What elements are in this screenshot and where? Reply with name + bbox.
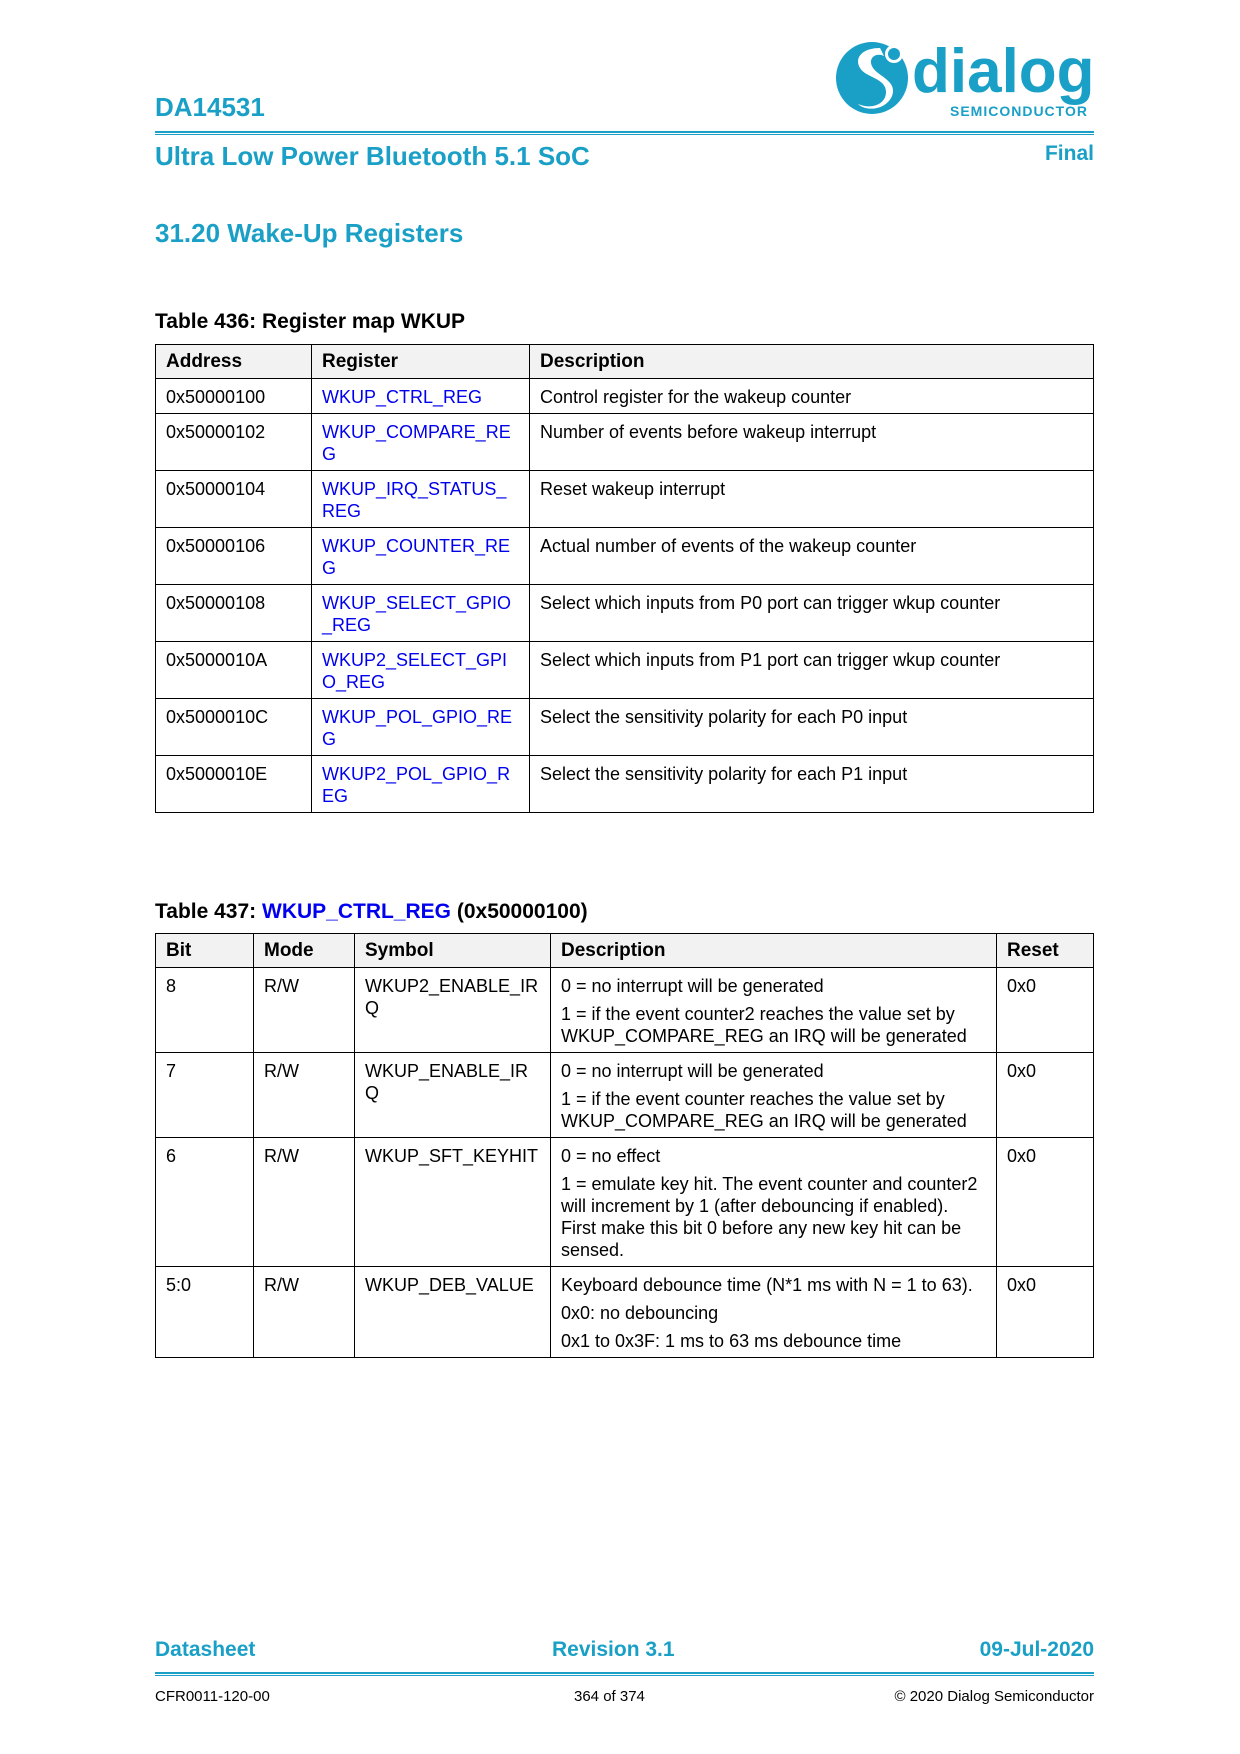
table-row [156, 528, 1094, 585]
footer-doc-type: Datasheet [155, 1638, 256, 1661]
symbol-cell: WKUP_SFT_KEYHIT [355, 1138, 551, 1267]
register-link[interactable]: WKUP_CTRL_REG [312, 379, 530, 414]
symbol-cell: WKUP_DEB_VALUE [355, 1267, 551, 1358]
footer-date: 09-Jul-2020 [979, 1638, 1094, 1661]
bit-cell: 6 [156, 1138, 254, 1267]
table-row [156, 699, 1094, 756]
register-link[interactable]: WKUP_IRQ_STATUS_REG [312, 471, 530, 528]
header-rule [155, 131, 1094, 133]
bit-cell: 8 [156, 968, 254, 1053]
column-header-symbol: Symbol [355, 934, 551, 968]
caption-prefix: Table 437: [155, 900, 262, 923]
header-rule-thin [155, 134, 1094, 135]
reset-cell: 0x0 [997, 1267, 1094, 1358]
register-link[interactable]: WKUP_CTRL_REG [262, 900, 452, 923]
table-row [156, 756, 1094, 813]
column-header-address: Address [156, 345, 312, 379]
description-cell: 0 = no interrupt will be generated 1 = if the event counter2 reaches the value set by WKUP_COMPARE_REG an IRQ will be generated [551, 968, 997, 1053]
address-cell: 0x5000010C [156, 699, 312, 756]
table-row [156, 471, 1094, 528]
description-cell: Keyboard debounce time (N*1 ms with N = 1 to 63). 0x0: no debouncing 0x1 to 0x3F: 1 ms to 63 ms debounce time [551, 1267, 997, 1358]
page-number: 364 of 374 [574, 1688, 645, 1705]
document-title: Ultra Low Power Bluetooth 5.1 SoC [155, 141, 590, 171]
address-cell: 0x50000106 [156, 528, 312, 585]
reset-cell: 0x0 [997, 1138, 1094, 1267]
logo-wordmark: dialog [912, 37, 1095, 106]
bit-cell: 5:0 [156, 1267, 254, 1358]
reset-cell: 0x0 [997, 1053, 1094, 1138]
table-row [156, 642, 1094, 699]
address-cell: 0x5000010A [156, 642, 312, 699]
table-436-caption: Table 436: Register map WKUP [155, 310, 466, 333]
address-cell: 0x50000102 [156, 414, 312, 471]
description-cell: Number of events before wakeup interrupt [530, 414, 1094, 471]
register-link[interactable]: WKUP_SELECT_GPIO_REG [312, 585, 530, 642]
mode-cell: R/W [254, 1138, 355, 1267]
description-cell: Select which inputs from P1 port can trigger wkup counter [530, 642, 1094, 699]
table-row [156, 1267, 1094, 1358]
register-fields-table [155, 933, 1094, 1358]
description-cell: Select the sensitivity polarity for each P1 input [530, 756, 1094, 813]
dialog-logo [836, 34, 1096, 122]
symbol-cell: WKUP2_ENABLE_IRQ [355, 968, 551, 1053]
copyright: © 2020 Dialog Semiconductor [894, 1688, 1094, 1705]
document-id: DA14531 [155, 92, 265, 122]
table-row [156, 1138, 1094, 1267]
description-cell: Control register for the wakeup counter [530, 379, 1094, 414]
register-link[interactable]: WKUP2_SELECT_GPIO_REG [312, 642, 530, 699]
description-cell: 0 = no interrupt will be generated 1 = if the event counter reaches the value set by WKUP_COMPARE_REG an IRQ will be generated [551, 1053, 997, 1138]
reset-cell: 0x0 [997, 968, 1094, 1053]
column-header-reset: Reset [997, 934, 1094, 968]
table-row [156, 379, 1094, 414]
description-cell: Select the sensitivity polarity for each P0 input [530, 699, 1094, 756]
footer-rule [155, 1672, 1094, 1674]
table-row [156, 1053, 1094, 1138]
column-header-description: Description [551, 934, 997, 968]
mode-cell: R/W [254, 1267, 355, 1358]
table-row [156, 414, 1094, 471]
register-link[interactable]: WKUP2_POL_GPIO_REG [312, 756, 530, 813]
logo-mark-icon [836, 42, 908, 114]
footer-rule-thin [155, 1675, 1094, 1676]
register-link[interactable]: WKUP_COMPARE_REG [312, 414, 530, 471]
description-cell: Select which inputs from P0 port can trigger wkup counter [530, 585, 1094, 642]
register-map-table [155, 344, 1094, 813]
column-header-bit: Bit [156, 934, 254, 968]
caption-suffix: (0x50000100) [451, 900, 588, 923]
address-cell: 0x50000100 [156, 379, 312, 414]
column-header-register: Register [312, 345, 530, 379]
register-link[interactable]: WKUP_POL_GPIO_REG [312, 699, 530, 756]
mode-cell: R/W [254, 968, 355, 1053]
symbol-cell: WKUP_ENABLE_IRQ [355, 1053, 551, 1138]
section-title: 31.20 Wake-Up Registers [155, 218, 464, 248]
footer-revision: Revision 3.1 [552, 1638, 675, 1661]
bit-cell: 7 [156, 1053, 254, 1138]
table-437-caption [155, 900, 588, 924]
mode-cell: R/W [254, 1053, 355, 1138]
table-row [156, 585, 1094, 642]
footer-doc-number: CFR0011-120-00 [155, 1688, 270, 1705]
column-header-mode: Mode [254, 934, 355, 968]
address-cell: 0x50000104 [156, 471, 312, 528]
description-cell: Reset wakeup interrupt [530, 471, 1094, 528]
address-cell: 0x50000108 [156, 585, 312, 642]
column-header-description: Description [530, 345, 1094, 379]
logo-subtitle: SEMICONDUCTOR [950, 103, 1088, 119]
table-row [156, 968, 1094, 1053]
description-cell: Actual number of events of the wakeup counter [530, 528, 1094, 585]
register-link[interactable]: WKUP_COUNTER_REG [312, 528, 530, 585]
address-cell: 0x5000010E [156, 756, 312, 813]
description-cell: 0 = no effect 1 = emulate key hit. The event counter and counter2 will increment by 1 (after debouncing if enabled). First make this bit 0 before any new key hit can be sensed. [551, 1138, 997, 1267]
document-status: Final [1044, 142, 1094, 165]
